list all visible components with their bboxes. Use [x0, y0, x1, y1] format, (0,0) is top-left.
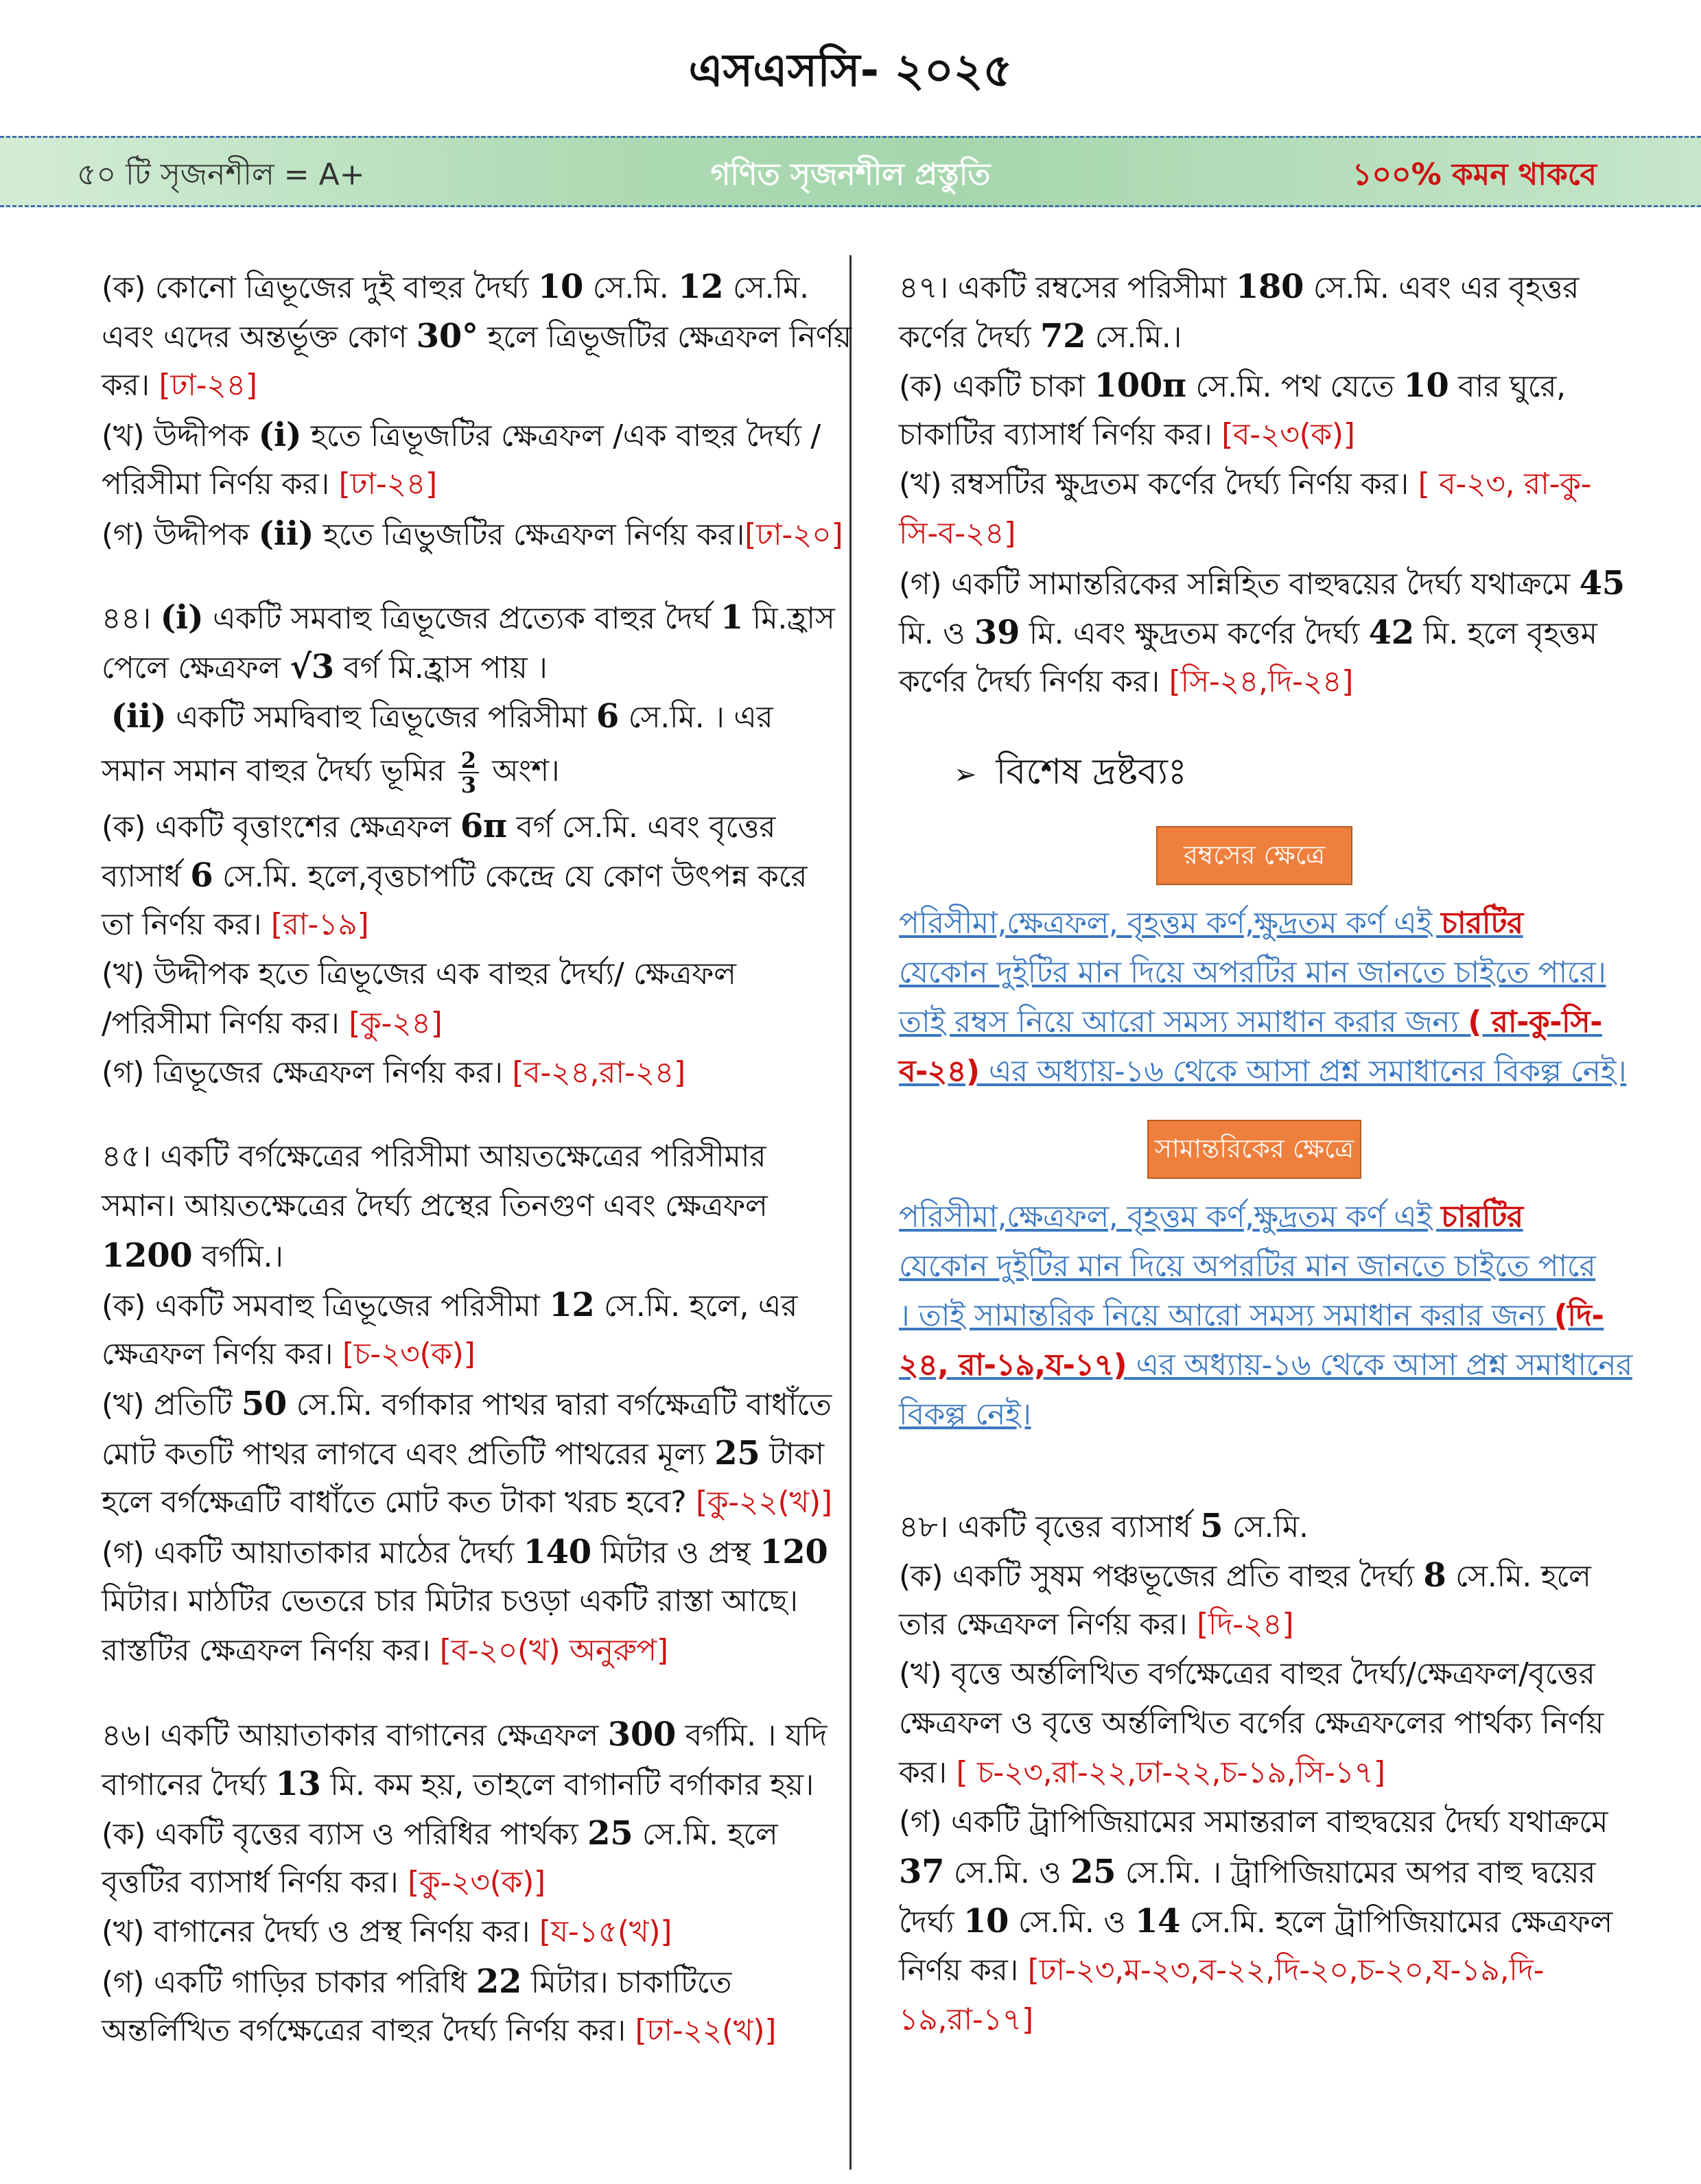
- question-line: (ii) একটি সমদ্বিবাহু ত্রিভূজের পরিসীমা 6 সে.মি. । এর: [110, 697, 773, 736]
- question-line: পেলে ক্ষেত্রফল √3 বর্গ মি.হ্রাস পায় ।: [102, 648, 548, 686]
- question-line: (গ) একটি সামান্তরিকের সন্নিহিত বাহুদ্বয়ের দৈর্ঘ্য যথাক্রমে 45: [899, 564, 1625, 602]
- question-line: [899, 1995, 1626, 2045]
- note-line[interactable]: । তাই সামান্তরিক নিয়ে আরো সমস্য সমাধান করার জন্য (দি-: [899, 1298, 1604, 1333]
- question-line: ৪৮। একটি বৃত্তের ব্যাসার্ধ 5 সে.মি.: [899, 1507, 1309, 1545]
- question-line: (গ) ত্রিভূজের ক্ষেত্রফল নির্ণয় কর। [ব-২৪,রা-২৪]: [102, 1055, 685, 1090]
- board-reference: [য-১৫(খ)]: [539, 1914, 672, 1949]
- board-reference: [কু-২৩(ক)]: [408, 1865, 546, 1900]
- board-reference: ১৯,রা-১৭]: [899, 2002, 1033, 2037]
- question-line: দৈর্ঘ্য 10 সে.মি. ও 14 সে.মি. হলে ট্রাপিজিয়ামের ক্ষেত্রফল: [899, 1902, 1612, 1940]
- note-line[interactable]: ব-২৪) এর অধ্যায়-১৬ থেকে আসা প্রশ্ন সমাধানের বিকল্প নেই।: [899, 1054, 1627, 1089]
- rhombus-section-label: রম্বসের ক্ষেত্রে: [1156, 826, 1352, 885]
- question-43-block: [102, 262, 852, 559]
- question-line: 1200 বর্গমি.।: [102, 1236, 283, 1275]
- question-line: এবং এদের অন্তর্ভূক্ত কোণ 30° হলে ত্রিভূজটির ক্ষেত্রফল নির্ণয়: [102, 317, 852, 355]
- question-line: কর। [ঢা-২৪]: [102, 368, 257, 403]
- question-line: ব্যাসার্ধ 6 সে.মি. হলে,বৃত্তচাপটি কেন্দ্রে যে কোণ উৎপন্ন করে: [102, 856, 808, 895]
- note-line[interactable]: যেকোন দুইটির মান দিয়ে অপরটির মান জানতে চাইতে পারে।: [899, 955, 1606, 990]
- note-line[interactable]: তাই রম্বস নিয়ে আরো সমস্য সমাধান করার জন্য ( রা-কু-সি-: [899, 1005, 1602, 1040]
- note-line[interactable]: বিকল্প নেই।: [899, 1397, 1031, 1432]
- header-banner: [0, 136, 1701, 207]
- board-reference: [চ-২৩(ক)]: [342, 1337, 476, 1372]
- question-line: তা নির্ণয় কর। [রা-১৯]: [102, 907, 369, 942]
- question-line: (খ) রম্বসটির ক্ষুদ্রতম কর্ণের দৈর্ঘ্য নির্ণয় কর। [ ব-২৩, রা-কু-: [899, 467, 1592, 502]
- board-reference: [ঢা-২০]: [744, 517, 843, 552]
- note-line[interactable]: ২৪, রা-১৯,য-১৭) এর অধ্যায়-১৬ থেকে আসা প্রশ্ন সমাধানের: [899, 1348, 1632, 1383]
- question-line: পরিসীমা নির্ণয় কর। [ঢা-২৪]: [102, 467, 437, 502]
- question-line: /পরিসীমা নির্ণয় কর। [কু-২৪]: [102, 1006, 443, 1041]
- board-reference: [কু-২২(খ)]: [695, 1485, 832, 1520]
- question-46-block: [102, 1710, 829, 2056]
- question-line: সমান। আয়তক্ষেত্রের দৈর্ঘ্য প্রস্থের তিনগুণ এবং ক্ষেত্রফল: [102, 1188, 768, 1223]
- question-line: তার ক্ষেত্রফল নির্ণয় কর। [দি-২৪]: [899, 1607, 1294, 1642]
- question-line: অন্তর্লিখিত বর্গক্ষেত্রের বাহুর দৈর্ঘ্য নির্ণয় কর। [ঢা-২২(খ)]: [102, 2013, 777, 2048]
- question-line: মোট কতটি পাথর লাগবে এবং প্রতিটি পাথরের মূল্য 25 টাকা: [102, 1434, 824, 1472]
- banner-left-text: ৫০ টি সৃজনশীল = A+: [77, 157, 365, 192]
- question-line: নির্ণয় কর। [ঢা-২৩,ম-২৩,ব-২২,দি-২০,চ-২০,য-১৯,দি-: [899, 1953, 1545, 1988]
- board-reference: [ব-২৩(ক)]: [1221, 417, 1355, 452]
- question-47-block: [899, 262, 1626, 707]
- question-line: 37 সে.মি. ও 25 সে.মি. । ট্রাপিজিয়ামের অপর বাহু দ্বয়ের: [899, 1853, 1596, 1891]
- arrow-bullet-icon: ➢: [954, 759, 977, 790]
- page-title: এসএসসি- ২০২৫: [688, 44, 1013, 97]
- question-line: ক্ষেত্রফল ও বৃত্তে অর্ন্তলিখিত বর্গের ক্ষেত্রফলের পার্থক্য নির্ণয়: [899, 1706, 1604, 1741]
- banner-right-text: ১০০% কমন থাকবে: [1352, 157, 1597, 192]
- fraction: $\frac{2}{3}$: [458, 749, 479, 797]
- question-line: বৃত্তটির ব্যাসার্ধ নির্ণয় কর। [কু-২৩(ক)]: [102, 1865, 546, 1900]
- board-reference: [ঢা-২৪]: [159, 368, 257, 403]
- question-line: [899, 509, 1626, 559]
- board-reference: [কু-২৪]: [349, 1006, 443, 1041]
- question-44-block: [102, 593, 835, 1098]
- left-column: [102, 262, 852, 2056]
- note-line[interactable]: পরিসীমা,ক্ষেত্রফল, বৃহত্তম কর্ণ,ক্ষুদ্রতম কর্ণ এই চারটির: [899, 1199, 1523, 1234]
- question-line: মি. ও 39 মি. এবং ক্ষুদ্রতম কর্ণের দৈর্ঘ্য 42 মি. হলে বৃহত্তম: [899, 613, 1597, 652]
- question-line: (গ) একটি আয়াতাকার মাঠের দৈর্ঘ্য 140 মিটার ও প্রস্থ 120: [102, 1533, 828, 1571]
- question-line: (গ) একটি গাড়ির চাকার পরিধি 22 মিটার। চাকাটিতে: [102, 1962, 732, 2001]
- note-line[interactable]: পরিসীমা,ক্ষেত্রফল, বৃহত্তম কর্ণ,ক্ষুদ্রতম কর্ণ এই চারটির: [899, 906, 1523, 941]
- board-reference: [ ব-২৩, রা-কু-: [1418, 467, 1592, 502]
- question-line: ৪৪। (i) একটি সমবাহু ত্রিভূজের প্রত্যেক বাহুর দৈর্ঘ 1 মি.হ্রাস: [102, 598, 835, 637]
- question-line: ক্ষেত্রফল নির্ণয় কর। [চ-২৩(ক)]: [102, 1337, 476, 1372]
- question-line: বাগানের দৈর্ঘ্য 13 মি. কম হয়, তাহলে বাগানটি বর্গাকার হয়।: [102, 1765, 814, 1803]
- question-line: (ক) একটি সমবাহু ত্রিভূজের পরিসীমা 12 সে.মি. হলে, এর: [102, 1286, 797, 1324]
- board-reference: [দি-২৪]: [1197, 1607, 1294, 1642]
- board-reference: [ চ-২৩,রা-২২,ঢা-২২,চ-১৯,সি-১৭]: [956, 1755, 1385, 1790]
- board-reference: [ব-২০(খ) অনুরুপ]: [439, 1633, 668, 1668]
- board-reference: [ঢা-২৪]: [338, 467, 437, 502]
- question-line: কর। [ চ-২৩,রা-২২,ঢা-২২,চ-১৯,সি-১৭]: [899, 1755, 1385, 1790]
- board-reference: [সি-২৪,দি-২৪]: [1169, 664, 1354, 699]
- note-line[interactable]: যেকোন দুইটির মান দিয়ে অপরটির মান জানতে চাইতে পারে: [899, 1249, 1596, 1284]
- question-line: (খ) উদ্দীপক (i) হতে ত্রিভূজটির ক্ষেত্রফল /এক বাহুর দৈর্ঘ্য /: [102, 416, 821, 454]
- board-reference: সি-ব-২৪]: [899, 516, 1016, 551]
- question-45-block: [102, 1132, 832, 1676]
- question-line: কর্ণের দৈর্ঘ্য নির্ণয় কর। [সি-২৪,দি-২৪]: [899, 664, 1354, 699]
- question-line: (গ) একটি ট্রাপিজিয়ামের সমান্তরাল বাহুদ্বয়ের দৈর্ঘ্য যথাক্রমে: [899, 1805, 1608, 1840]
- question-line: সমান সমান বাহুর দৈর্ঘ্য ভূমির $\frac{2}{3}$ অংশ।: [102, 747, 560, 798]
- question-line: (গ) উদ্দীপক (ii) হতে ত্রিভুজটির ক্ষেত্রফল নির্ণয় কর।[ঢা-২০]: [102, 515, 843, 553]
- question-line: (খ) বৃত্তে অর্ন্তলিখিত বর্গক্ষেত্রের বাহুর দৈর্ঘ্য/ক্ষেত্রফল/বৃত্তের: [899, 1656, 1595, 1691]
- column-divider: [849, 255, 852, 2170]
- question-line: (খ) বাগানের দৈর্ঘ্য ও প্রস্থ নির্ণয় কর। [য-১৫(খ)]: [102, 1914, 672, 1949]
- banner-center-text: গণিত সৃজনশীল প্রস্তুতি: [710, 157, 991, 192]
- board-reference: [ব-২৪,রা-২৪]: [512, 1055, 685, 1090]
- special-note-block: [899, 741, 1632, 1440]
- question-line: (খ) প্রতিটি 50 সে.মি. বর্গাকার পাথর দ্বারা বর্গক্ষেত্রটি বাধাঁতে: [102, 1385, 832, 1423]
- question-line: ৪৬। একটি আয়াতাকার বাগানের ক্ষেত্রফল 300 বর্গমি. । যদি: [102, 1715, 828, 1754]
- parallelogram-section-label: সামান্তরিকের ক্ষেত্রে: [1147, 1120, 1361, 1179]
- special-heading: ➢ বিশেষ দ্রষ্টব্যঃ: [954, 751, 1187, 792]
- board-reference: [রা-১৯]: [270, 907, 369, 942]
- question-line: ৪৫। একটি বর্গক্ষেত্রের পরিসীমা আয়তক্ষেত্রের পরিসীমার: [102, 1139, 766, 1174]
- question-line: (ক) কোনো ত্রিভূজের দুই বাহুর দৈর্ঘ্য 10 সে.মি. 12 সে.মি.: [102, 268, 809, 306]
- question-line: (ক) একটি বৃত্তের ব্যাস ও পরিধির পার্থক্য 25 সে.মি. হলে: [102, 1814, 778, 1853]
- board-reference: [ঢা-২৩,ম-২৩,ব-২২,দি-২০,চ-২০,য-১৯,দি-: [1027, 1953, 1545, 1988]
- question-line: কর্ণের দৈর্ঘ্য 72 সে.মি.।: [899, 317, 1182, 355]
- question-line: চাকাটির ব্যাসার্ধ নির্ণয় কর। [ব-২৩(ক)]: [899, 417, 1355, 452]
- question-line: হলে বর্গক্ষেত্রটি বাধাঁতে মোট কত টাকা খরচ হবে? [কু-২২(খ)]: [102, 1485, 832, 1520]
- question-line: রাস্তটির ক্ষেত্রফল নির্ণয় কর। [ব-২০(খ) অনুরুপ]: [102, 1633, 668, 1668]
- question-line: (ক) একটি চাকা 100π সে.মি. পথ যেতে 10 বার ঘুরে,: [899, 366, 1566, 405]
- board-reference: [ঢা-২২(খ)]: [635, 2013, 777, 2048]
- right-column: [899, 262, 1632, 2045]
- question-line: মিটার। মাঠটির ভেতরে চার মিটার চওড়া একটি রাস্তা আছে।: [102, 1584, 798, 1619]
- question-line: (ক) একটি বৃত্তাংশের ক্ষেত্রফল 6π বর্গ সে.মি. এবং বৃত্তের: [102, 807, 776, 845]
- question-line: (খ) উদ্দীপক হতে ত্রিভূজের এক বাহুর দৈর্ঘ্য/ ক্ষেত্রফল: [102, 956, 736, 991]
- question-line: (ক) একটি সুষম পঞ্চভূজের প্রতি বাহুর দৈর্ঘ্য 8 সে.মি. হলে: [899, 1556, 1591, 1595]
- question-line: ৪৭। একটি রম্বসের পরিসীমা 180 সে.মি. এবং এর বৃহত্তর: [899, 268, 1580, 306]
- question-48-block: [899, 1501, 1626, 2045]
